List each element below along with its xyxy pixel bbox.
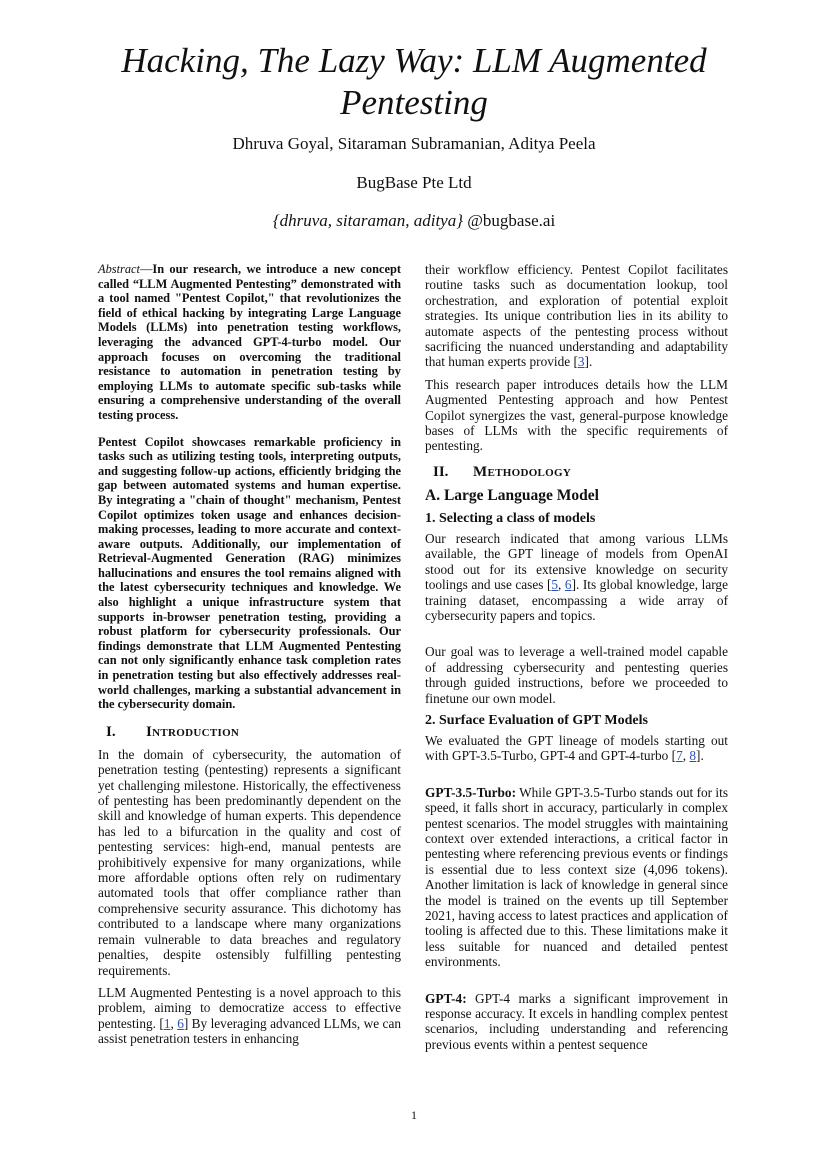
citation-separator: , (558, 577, 565, 593)
method-paragraph-2: Our goal was to leverage a well-trained model capable of addressing cybersecurity and pentesting queries through guided instructions, before we proceeded to finetune our own model. (425, 644, 728, 706)
citation-link[interactable]: 7 (676, 748, 683, 764)
citation-link[interactable]: 3 (577, 354, 585, 370)
paragraph-gap (425, 630, 728, 644)
method-p3-text-a: We evaluated the GPT lineage of models starting out with GPT-3.5-Turbo, GPT-4 and GPT-4-turbo [ (425, 732, 728, 764)
paragraph-gap (425, 771, 728, 785)
email-names: {dhruva, sitaraman, aditya} (272, 211, 464, 230)
section-name: Methodology (473, 463, 572, 480)
intro-paragraph-3: This research paper introduces details how the LLM Augmented Pentesting approach and how Pentest Copilot synergizes the vast, general-purpose knowledge bases of LLMs with the specific requirements of pentesting. (425, 376, 728, 454)
section-heading-introduction (98, 724, 401, 741)
gpt4-label: GPT-4: (425, 990, 467, 1006)
paragraph-gap (425, 977, 728, 991)
gpt35-paragraph (425, 785, 728, 970)
section-number: II. (433, 463, 449, 480)
method-paragraph-1 (425, 531, 728, 623)
abstract-dash: — (140, 262, 153, 276)
intro-paragraph-2-continued (425, 262, 728, 370)
citation-link[interactable]: 6 (177, 1015, 184, 1031)
abstract-text-1: In our research, we introduce a new concept called “LLM Augmented Pentesting” demonstrated with a tool named "Pentest Copilot," that revolutionizes the field of ethical hacking by integrating Large Language Models (LLMs) into penetration testing workflows, leveraging the advanced GPT-4-turbo model. Our approach focuses on overcoming the traditional resistance to automation in penetration testing by employing LLMs to automate specific sub-tasks while ensuring a comprehensive understanding of the overall testing process. (98, 262, 401, 422)
section-heading-methodology (425, 464, 728, 481)
abstract-paragraph-2: Pentest Copilot showcases remarkable proficiency in tasks such as utilizing testing tools, interpreting outputs, and suggesting follow-up actions, efficiently bridging the gap between automated systems and human expertise. By integrating a "chain of thought" mechanism, Pentest Copilot optimizes token usage and enhances decision-making processes, leading to more accurate and context-aware outputs. Additionally, our implementation of Retrieval-Augmented Generation (RAG) minimizes hallucinations and ensures the tool remains aligned with the latest cybersecurity techniques and knowledge. We also highlight a unique infrastructure system that supports in-browser penetration testing, providing a robust platform for cybersecurity professionals. Our findings demonstrate that LLM Augmented Pentesting can not only significantly enhance task completion rates in penetration testing but also effectively addresses real-world challenges, marking a substantial advancement in the cybersecurity domain. (98, 434, 401, 712)
affiliation: BugBase Pte Ltd (356, 173, 472, 192)
page-number: 1 (411, 1108, 417, 1122)
method-p3-text-b: ]. (696, 748, 704, 764)
method-p1-text-a: Our research indicated that among various LLMs available, the GPT lineage of models from OpenAI stood out for its extensive knowledge on security toolings and use cases [ (425, 530, 728, 593)
intro-paragraph-1: In the domain of cybersecurity, the automation of penetration testing (pentesting) represents a significant yet challenging milestone. Historically, the effectiveness of pentesting has been predominantly dependent on the skill and knowledge of human experts. This dependence has led to a bifurcation in the quality and cost of pentesting services: high-end, manual pentests are prohibitively expensive for many organizations, while more affordable options often rely on rudimentary automated tools that offer compliance rather than comprehensive security assurance. This dichotomy has contributed to a landscape where many organizations remain vulnerable to data breaches and regulatory penalties, despite ostensibly fulfilling pentesting requirements. (98, 746, 401, 978)
citation-link[interactable]: 6 (564, 577, 572, 593)
intro-p2-text-c: ]. (584, 354, 593, 370)
citation-separator: , (170, 1015, 178, 1031)
intro-p2-text-a: LLM Augmented Pentesting is a novel approach to this problem, aiming to democratize access to effective pentesting. [ (98, 984, 401, 1031)
abstract-paragraph-1 (98, 262, 401, 423)
subsubsection-heading-evaluation: 2. Surface Evaluation of GPT Models (425, 712, 648, 728)
citation-link[interactable]: 5 (551, 577, 559, 593)
method-paragraph-3 (425, 733, 728, 764)
citation-separator: , (682, 748, 690, 764)
paper-title: Hacking, The Lazy Way: LLM Augmented Pentesting (121, 41, 707, 122)
section-name: Introduction (146, 723, 240, 740)
gpt4-paragraph (425, 991, 728, 1053)
left-column (98, 262, 401, 1054)
section-number: I. (106, 723, 116, 740)
gpt35-text: While GPT-3.5-Turbo stands out for its speed, it falls short in accuracy, particularly in complex pentest scenarios. The model struggles with maintaining context over extended interactions, a critical factor in pentesting where referencing previous events or findings is essential due to less context size (4,096 tokens). Another limitation is lack of knowledge in general since the model is trained on the events up till September 2021, having access to latest practices and application of tooling is affected due to this. These limitations make it less suitable for nuanced and detailed pentest environments. (425, 784, 728, 970)
author-list: Dhruva Goyal, Sitaraman Subramanian, Aditya Peela (232, 134, 596, 153)
intro-paragraph-2 (98, 985, 401, 1047)
subsubsection-heading-selecting: 1. Selecting a class of models (425, 510, 596, 526)
abstract-label: Abstract (98, 262, 140, 276)
intro-p2-text-b: ] By leveraging advanced LLMs, we can assist penetration testers in enhancing (98, 1015, 401, 1047)
email-domain: @bugbase.ai (463, 211, 556, 230)
citation-link[interactable]: 1 (163, 1015, 171, 1031)
subsection-heading-llm: A. Large Language Model (425, 486, 599, 504)
author-emails (0, 211, 828, 231)
right-column (425, 262, 728, 1059)
citation-link[interactable]: 8 (689, 748, 697, 764)
gpt35-label: GPT-3.5-Turbo: (425, 784, 517, 800)
gpt4-text: GPT-4 marks a significant improvement in response accuracy. It excels in handling complex pentest scenarios, including understanding and referencing previous events within a pentest sequence (425, 990, 728, 1052)
method-p1-text-b: ]. Its global knowledge, large training dataset, encompassing a wide array of cybersecurity papers and topics. (425, 577, 728, 623)
intro-p2-text-b-cont: their workflow efficiency. Pentest Copilot facilitates routine tasks such as documentation lookup, tool orchestration, and exploration of potential exploit strategies. Its unique contribution lies in its ability to automate aspects of the pentesting process without sacrificing the nuanced understanding and adaptability that human experts provide [ (425, 262, 728, 370)
